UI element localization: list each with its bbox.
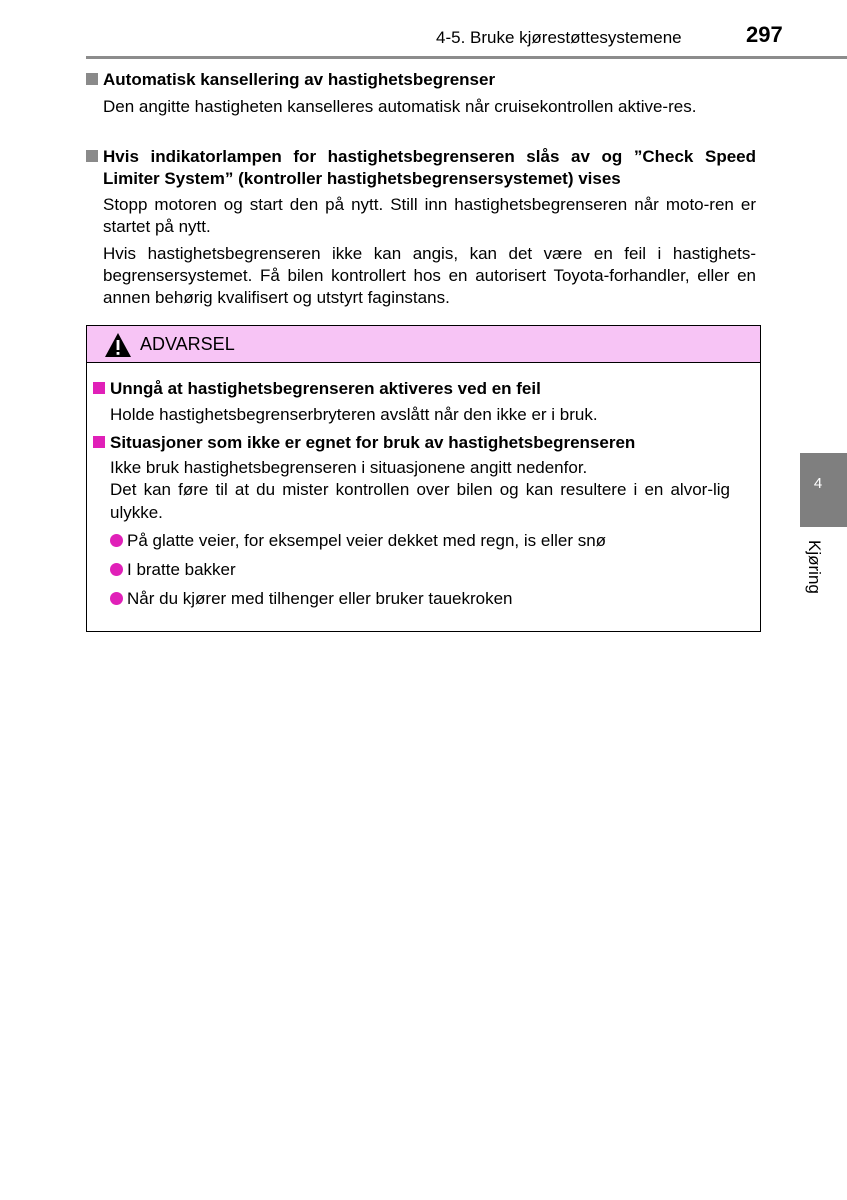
chapter-tab (800, 453, 847, 527)
list-item: I bratte bakker (110, 559, 236, 581)
chapter-label: Kjøring (805, 540, 824, 594)
list-item: På glatte veier, for eksempel veier dekket med regn, is eller snø (110, 530, 606, 552)
pink-square-marker-icon (93, 436, 105, 448)
warning-item-heading: Situasjoner som ikke er egnet for bruk av hastighetsbegrenseren (93, 432, 748, 455)
warning-item-heading: Unngå at hastighetsbegrenseren aktiveres ved en feil (93, 378, 748, 401)
gray-square-marker-icon (86, 73, 98, 85)
section-indicator-lamp (86, 146, 756, 309)
warning-box (86, 325, 761, 632)
pink-bullet-icon (110, 592, 123, 605)
paragraph: Den angitte hastigheten kanselleres automatisk når cruisekontrollen aktive-res. (103, 97, 697, 116)
list-item: Når du kjører med tilhenger eller bruker tauekroken (110, 588, 513, 610)
warning-item (93, 378, 748, 426)
page-number: 297 (746, 22, 783, 47)
header-divider (86, 56, 847, 59)
warning-item-text: Ikke bruk hastighetsbegrenseren i situasjonene angitt nedenfor. (110, 457, 588, 477)
pink-square-marker-icon (93, 382, 105, 394)
section-title: 4-5. Bruke kjørestøttesystemene (436, 28, 682, 47)
warning-item-text: Det kan føre til at du mister kontrollen over bilen og kan resultere i en alvor-lig ulykke. (110, 480, 730, 522)
chapter-number: 4 (813, 475, 823, 492)
warning-item-text: Holde hastighetsbegrenserbryteren avslått når den ikke er i bruk. (110, 404, 598, 424)
warning-triangle-icon (104, 332, 132, 358)
warning-item (93, 432, 748, 524)
paragraph: Stopp motoren og start den på nytt. Still inn hastighetsbegrenseren når moto-ren er startet på nytt. (103, 195, 756, 236)
warning-label: ADVARSEL (140, 334, 235, 354)
gray-square-marker-icon (86, 150, 98, 162)
section-heading: Hvis indikatorlampen for hastighetsbegrenseren slås av og ”Check Speed Limiter System” (kontroller hastighetsbegrensersystemet) vises (86, 146, 756, 190)
pink-bullet-icon (110, 563, 123, 576)
warning-header (87, 326, 760, 363)
paragraph: Hvis hastighetsbegrenseren ikke kan angis, kan det være en feil i hastighets-begrensersystemet. Få bilen kontrollert hos en autorisert Toyota-forhandler, eller en annen behørig kvalifisert og utstyrt faginstans. (103, 244, 756, 307)
section-auto-cancel (86, 69, 756, 118)
section-heading: Automatisk kansellering av hastighetsbegrenser (86, 69, 756, 91)
pink-bullet-icon (110, 534, 123, 547)
